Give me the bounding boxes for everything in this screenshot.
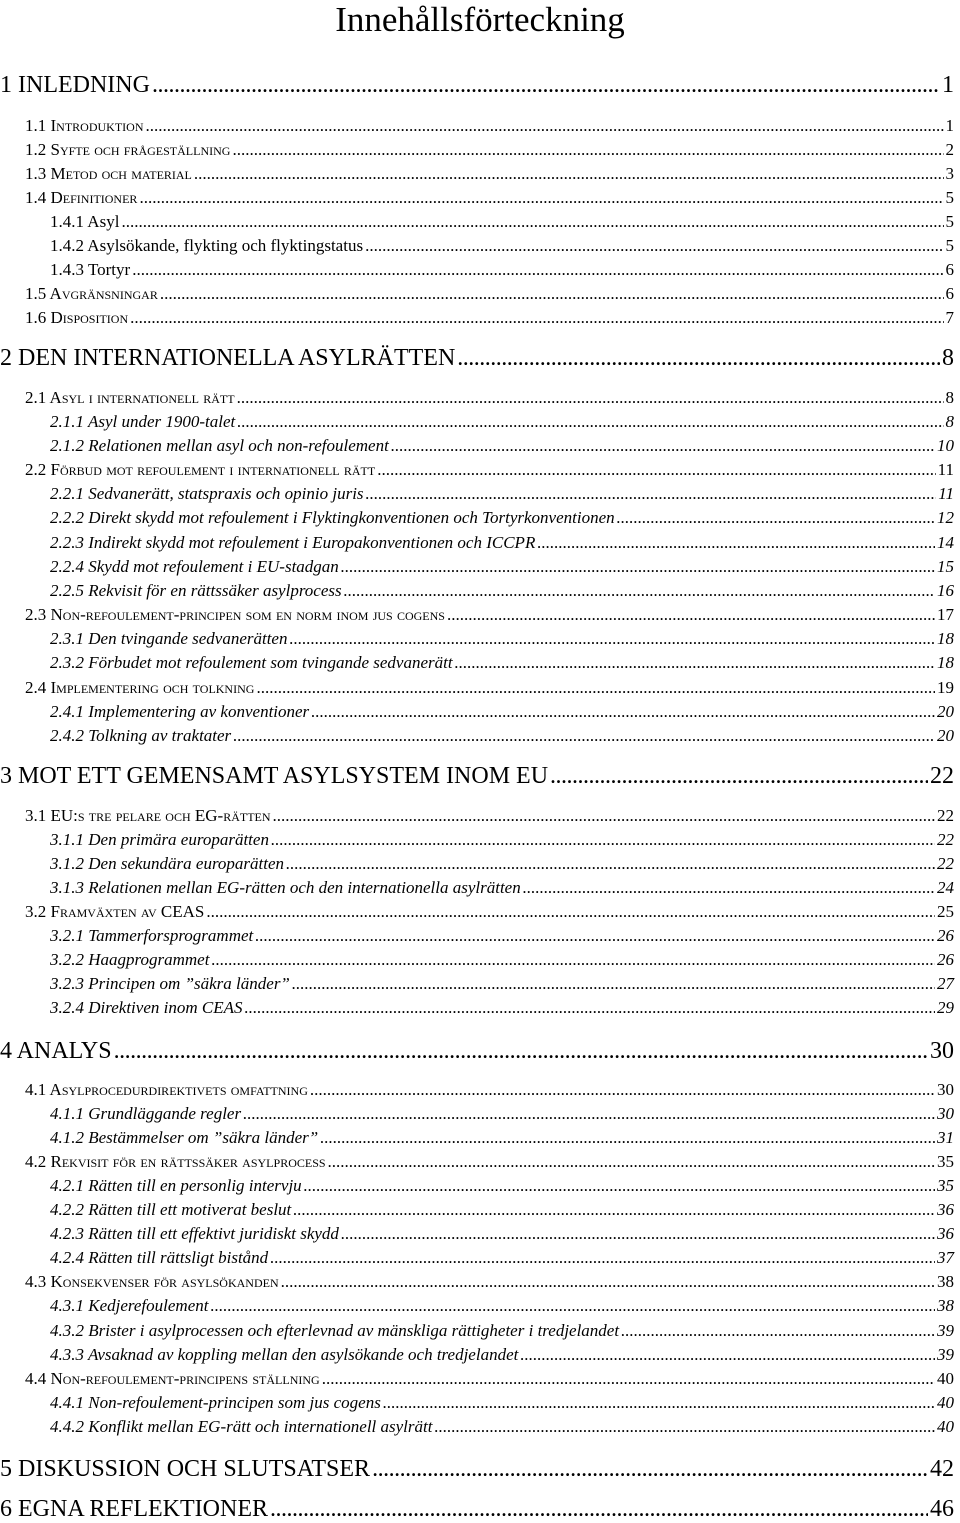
toc-dot-leader	[152, 72, 940, 99]
toc-entry-title: 6 EGNA REFLEKTIONER	[0, 1496, 268, 1522]
toc-dot-leader	[243, 1104, 935, 1124]
toc-entry-title: 4.1.2 Bestämmelser om ”säkra länder”	[50, 1128, 319, 1147]
toc-entry-title: 4.2.1 Rätten till en personlig intervju	[50, 1176, 302, 1195]
toc-dot-leader	[455, 653, 935, 673]
toc-entry-page: 5	[945, 212, 954, 231]
toc-entry-page: 18	[937, 653, 954, 672]
toc-entry[interactable]	[25, 308, 954, 328]
toc-dot-leader	[114, 1038, 928, 1065]
toc-dot-leader	[121, 212, 943, 232]
toc-dot-leader	[328, 1152, 935, 1172]
toc-entry[interactable]	[50, 830, 954, 850]
toc-entry[interactable]	[50, 926, 954, 946]
toc-entry[interactable]	[50, 1224, 954, 1244]
toc-dot-leader	[130, 308, 943, 328]
toc-entry-page: 11	[937, 460, 954, 479]
toc-entry[interactable]	[50, 854, 954, 874]
toc-entry-title: 4 ANALYS	[0, 1038, 112, 1064]
toc-entry[interactable]	[25, 1152, 954, 1172]
toc-dot-leader	[366, 484, 937, 504]
toc-entry-page: 19	[937, 678, 954, 697]
toc-dot-leader	[270, 1248, 935, 1268]
toc-entry[interactable]	[0, 763, 954, 790]
toc-entry-title: 1.4.1 Asyl	[50, 212, 120, 231]
toc-dot-leader	[255, 926, 935, 946]
toc-entry-title: 3.1 EU:s tre pelare och EG-rätten	[25, 806, 271, 825]
toc-entry-title: 1 INLEDNING	[0, 72, 150, 98]
toc-entry[interactable]	[0, 345, 954, 372]
toc-entry-page: 20	[937, 702, 954, 721]
toc-entry-title: 2 DEN INTERNATIONELLA ASYLRÄTTEN	[0, 345, 456, 371]
toc-entry[interactable]	[50, 484, 954, 504]
toc-entry-title: 2.2.5 Rekvisit för en rättssäker asylprocess	[50, 581, 342, 600]
page-title: Innehållsförteckning	[335, 0, 625, 39]
toc-entry-title: 3.2.1 Tammerforsprogrammet	[50, 926, 254, 945]
toc-dot-leader	[211, 950, 935, 970]
toc-entry[interactable]	[25, 116, 954, 136]
toc-entry[interactable]	[50, 1104, 954, 1124]
toc-entry-title: 1.1 Introduktion	[25, 116, 144, 135]
toc-entry-title: 1.2 Syfte och frågeställning	[25, 140, 231, 159]
toc-entry[interactable]	[25, 605, 954, 625]
toc-dot-leader	[520, 1345, 935, 1365]
toc-entry-page: 35	[937, 1152, 954, 1171]
toc-entry-page: 5	[945, 188, 954, 207]
toc-entry-page: 8	[942, 345, 954, 371]
toc-entry[interactable]	[25, 188, 954, 208]
toc-entry-title: 4.3 Konsekvenser för asylsökanden	[25, 1272, 279, 1291]
toc-entry-title: 1.4 Definitioner	[25, 188, 138, 207]
toc-entry-page: 8	[945, 388, 954, 407]
toc-entry[interactable]	[50, 1321, 954, 1341]
toc-entry-page: 40	[937, 1417, 954, 1436]
toc-dot-leader	[271, 830, 935, 850]
toc-entry-page: 7	[945, 308, 954, 327]
toc-entry[interactable]	[50, 878, 954, 898]
toc-entry-page: 6	[945, 284, 954, 303]
toc-entry[interactable]	[0, 1496, 954, 1523]
toc-entry-page: 46	[930, 1496, 954, 1522]
toc-dot-leader	[447, 605, 935, 625]
toc-entry-title: 2.3 Non-refoulement-principen som en norm inom jus cogens	[25, 605, 445, 624]
toc-dot-leader	[256, 678, 935, 698]
toc-dot-leader	[270, 1496, 928, 1523]
toc-entry[interactable]	[25, 1080, 954, 1100]
toc-entry[interactable]	[25, 460, 954, 480]
toc-entry-title: 5 DISKUSSION OCH SLUTSATSER	[0, 1456, 371, 1482]
toc-dot-leader	[550, 763, 928, 790]
toc-entry-page: 22	[937, 806, 954, 825]
toc-entry[interactable]	[50, 1200, 954, 1220]
toc-dot-leader	[341, 1224, 935, 1244]
toc-entry-page: 36	[937, 1200, 954, 1219]
toc-dot-leader	[322, 1369, 935, 1389]
toc-dot-leader	[210, 1296, 935, 1316]
toc-dot-leader	[311, 702, 935, 722]
toc-dot-leader	[194, 164, 944, 184]
toc-dot-leader	[391, 436, 935, 456]
toc-entry-title: 2.1 Asyl i internationell rätt	[25, 388, 235, 407]
toc-dot-leader	[434, 1417, 935, 1437]
toc-dot-leader	[537, 533, 935, 553]
toc-dot-leader	[310, 1080, 935, 1100]
toc-entry[interactable]	[50, 702, 954, 722]
toc-entry-title: 1.4.3 Tortyr	[50, 260, 131, 279]
toc-entry-page: 15	[937, 557, 954, 576]
toc-entry-page: 12	[937, 508, 954, 527]
toc-entry[interactable]	[50, 1345, 954, 1365]
toc-entry[interactable]	[0, 1456, 954, 1483]
toc-dot-leader	[281, 1272, 935, 1292]
toc-dot-leader	[372, 1456, 928, 1483]
toc-entry-page: 27	[937, 974, 954, 993]
toc-entry-title: 4.3.3 Avsaknad av koppling mellan den asylsökande och tredjelandet	[50, 1345, 519, 1364]
toc-dot-leader	[289, 629, 935, 649]
toc-entry-page: 11	[938, 484, 954, 503]
toc-entry[interactable]	[50, 508, 954, 528]
toc-dot-leader	[304, 1176, 935, 1196]
toc-entry[interactable]	[25, 284, 954, 304]
toc-entry-page: 16	[937, 581, 954, 600]
toc-entry[interactable]	[25, 678, 954, 698]
toc-entry[interactable]	[50, 260, 954, 280]
toc-entry-title: 2.2.4 Skydd mot refoulement i EU-stadgan	[50, 557, 339, 576]
toc-entry-title: 1.5 Avgränsningar	[25, 284, 158, 303]
toc-entry-title: 3.2.4 Direktiven inom CEAS	[50, 998, 243, 1017]
toc-entry[interactable]	[50, 1128, 954, 1148]
toc-entry-title: 2.1.1 Asyl under 1900-talet	[50, 412, 236, 431]
toc-entry-title: 2.2 Förbud mot refoulement i internationell rätt	[25, 460, 376, 479]
toc-entry-title: 3.2.3 Principen om ”säkra länder”	[50, 974, 290, 993]
toc-dot-leader	[293, 1200, 935, 1220]
toc-entry-title: 4.4.2 Konflikt mellan EG-rätt och internationell asylrätt	[50, 1417, 433, 1436]
toc-entry-page: 30	[937, 1080, 954, 1099]
toc-dot-leader	[206, 902, 935, 922]
toc-entry-page: 3	[945, 164, 954, 183]
toc-dot-leader	[145, 116, 943, 136]
toc-entry-title: 3.2.2 Haagprogrammet	[50, 950, 210, 969]
toc-entry-page: 25	[937, 902, 954, 921]
toc-entry[interactable]	[50, 436, 954, 456]
toc-entry-page: 30	[937, 1104, 954, 1123]
toc-entry-page: 2	[945, 140, 954, 159]
toc-entry[interactable]	[25, 902, 954, 922]
toc-entry-title: 4.3.1 Kedjerefoulement	[50, 1296, 209, 1315]
toc-entry-page: 1	[945, 116, 954, 135]
toc-entry-page: 42	[930, 1456, 954, 1482]
toc-dot-leader	[286, 854, 935, 874]
toc-entry[interactable]	[50, 1248, 954, 1268]
toc-entry-page: 22	[937, 830, 954, 849]
toc-entry[interactable]	[0, 1038, 954, 1065]
toc-entry-title: 2.3.1 Den tvingande sedvanerätten	[50, 629, 288, 648]
toc-entry[interactable]	[0, 72, 954, 99]
toc-dot-leader	[617, 508, 935, 528]
toc-entry-page: 14	[937, 533, 954, 552]
toc-dot-leader	[320, 1128, 935, 1148]
toc-entry-title: 1.6 Disposition	[25, 308, 129, 327]
toc-entry-page: 36	[937, 1224, 954, 1243]
toc-entry-page: 38	[937, 1296, 954, 1315]
toc-entry[interactable]	[25, 806, 954, 826]
toc-entry-title: 4.2 Rekvisit för en rättssäker asylprocess	[25, 1152, 326, 1171]
toc-entry[interactable]	[50, 236, 954, 256]
toc-entry[interactable]	[50, 533, 954, 553]
toc-entry-title: 4.2.3 Rätten till ett effektivt juridiskt skydd	[50, 1224, 339, 1243]
toc-entry-page: 5	[945, 236, 954, 255]
toc-entry[interactable]	[50, 412, 954, 432]
toc-entry-page: 31	[937, 1128, 954, 1147]
toc-dot-leader	[237, 412, 943, 432]
toc-entry-page: 1	[942, 72, 954, 98]
toc-dot-leader	[232, 140, 943, 160]
toc-entry-page: 40	[937, 1369, 954, 1388]
toc-entry[interactable]	[50, 653, 954, 673]
toc-entry-title: 3.1.2 Den sekundära europarätten	[50, 854, 285, 873]
toc-entry-title: 2.3.2 Förbudet mot refoulement som tvingande sedvanerätt	[50, 653, 453, 672]
toc-entry-page: 22	[937, 854, 954, 873]
toc-entry-title: 4.1 Asylprocedurdirektivets omfattning	[25, 1080, 308, 1099]
toc-entry[interactable]	[25, 140, 954, 160]
toc-entry-page: 20	[937, 726, 954, 745]
toc-entry-page: 6	[945, 260, 954, 279]
toc-entry-page: 35	[937, 1176, 954, 1195]
toc-entry[interactable]	[25, 1272, 954, 1292]
toc-entry-title: 4.4.1 Non-refoulement-principen som jus cogens	[50, 1393, 381, 1412]
toc-dot-leader	[621, 1321, 935, 1341]
toc-dot-leader	[139, 188, 943, 208]
toc-entry[interactable]	[50, 557, 954, 577]
toc-dot-leader	[344, 581, 935, 601]
toc-entry[interactable]	[50, 581, 954, 601]
toc-entry-page: 10	[937, 436, 954, 455]
toc-dot-leader	[244, 998, 935, 1018]
toc-entry-title: 4.4 Non-refoulement-principens ställning	[25, 1369, 320, 1388]
toc-dot-leader	[523, 878, 935, 898]
toc-entry-title: 2.4 Implementering och tolkning	[25, 678, 255, 697]
toc-entry-page: 37	[937, 1248, 954, 1267]
toc-entry-title: 3.1.3 Relationen mellan EG-rätten och den internationella asylrätten	[50, 878, 521, 897]
toc-entry-page: 39	[937, 1321, 954, 1340]
toc-entry[interactable]	[50, 726, 954, 746]
toc-entry-title: 4.1.1 Grundläggande regler	[50, 1104, 242, 1123]
toc-entry-title: 4.2.4 Rätten till rättsligt bistånd	[50, 1248, 269, 1267]
toc-entry-title: 2.2.3 Indirekt skydd mot refoulement i Europakonventionen och ICCPR	[50, 533, 536, 552]
toc-entry-page: 17	[937, 605, 954, 624]
toc-dot-leader	[233, 726, 935, 746]
toc-entry[interactable]	[50, 998, 954, 1018]
toc-entry[interactable]	[50, 629, 954, 649]
toc-dot-leader	[292, 974, 935, 994]
toc-dot-leader	[383, 1393, 935, 1413]
toc-entry-page: 29	[937, 998, 954, 1017]
toc-entry-page: 26	[937, 950, 954, 969]
toc-entry-title: 1.4.2 Asylsökande, flykting och flyktingstatus	[50, 236, 364, 255]
toc-dot-leader	[457, 345, 940, 372]
toc-entry-title: 2.4.2 Tolkning av traktater	[50, 726, 232, 745]
toc-dot-leader	[273, 806, 935, 826]
toc-entry-page: 26	[937, 926, 954, 945]
toc-entry[interactable]	[25, 1369, 954, 1389]
toc-entry[interactable]	[50, 950, 954, 970]
toc-entry-page: 39	[937, 1345, 954, 1364]
toc-entry-page: 30	[930, 1038, 954, 1064]
toc-entry-page: 38	[937, 1272, 954, 1291]
toc-entry[interactable]	[50, 1176, 954, 1196]
toc-entry-title: 3 MOT ETT GEMENSAMT ASYLSYSTEM INOM EU	[0, 763, 549, 789]
toc-entry[interactable]	[50, 974, 954, 994]
toc-entry[interactable]	[50, 1417, 954, 1437]
toc-entry-title: 1.3 Metod och material	[25, 164, 192, 183]
toc-entry-title: 2.4.1 Implementering av konventioner	[50, 702, 310, 721]
toc-entry-title: 2.1.2 Relationen mellan asyl och non-refoulement	[50, 436, 389, 455]
toc-entry[interactable]	[50, 1296, 954, 1316]
toc-entry[interactable]	[50, 212, 954, 232]
toc-entry-title: 3.1.1 Den primära europarätten	[50, 830, 269, 849]
toc-dot-leader	[237, 388, 944, 408]
toc-entry[interactable]	[25, 388, 954, 408]
toc-entry-page: 8	[945, 412, 954, 431]
toc-dot-leader	[160, 284, 944, 304]
toc-entry-title: 2.2.1 Sedvanerätt, statspraxis och opinio juris	[50, 484, 364, 503]
toc-entry-title: 4.2.2 Rätten till ett motiverat beslut	[50, 1200, 292, 1219]
toc-entry-page: 22	[930, 763, 954, 789]
toc-entry-page: 40	[937, 1393, 954, 1412]
toc-dot-leader	[341, 557, 935, 577]
toc-entry-title: 4.3.2 Brister i asylprocessen och efterlevnad av mänskliga rättigheter i tredjelandet	[50, 1321, 620, 1340]
toc-entry-title: 3.2 Framväxten av CEAS	[25, 902, 205, 921]
toc-entry[interactable]	[25, 164, 954, 184]
toc-entry-page: 24	[937, 878, 954, 897]
toc-entry[interactable]	[50, 1393, 954, 1413]
toc-entry-page: 18	[937, 629, 954, 648]
toc-dot-leader	[365, 236, 943, 256]
toc-entry-title: 2.2.2 Direkt skydd mot refoulement i Flyktingkonventionen och Tortyrkonventionen	[50, 508, 615, 527]
toc-dot-leader	[132, 260, 943, 280]
toc-dot-leader	[377, 460, 935, 480]
